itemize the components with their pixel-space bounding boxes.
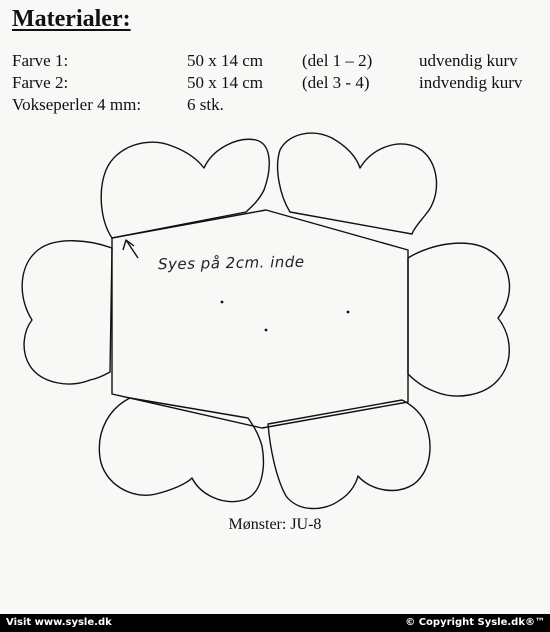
material-size: 6 stk. [187,95,224,114]
material-size: 50 x 14 cm [187,51,264,70]
bead-dot [221,301,224,304]
material-parts: (del 1 – 2) [302,51,373,70]
material-row [12,50,542,72]
footer-visit-link[interactable]: Visit www.sysle.dk [6,617,112,628]
material-row [12,72,542,94]
material-label: Vokseperler 4 mm: [12,95,142,114]
basket-center-panel [112,210,408,428]
footer-copyright: © Copyright Sysle.dk®™ [405,617,545,628]
material-row [12,94,542,116]
pattern-caption: Mønster: JU-8 [228,516,322,533]
material-use: udvendig kurv [419,51,518,70]
heart-bottom-right [268,400,430,509]
heart-left [22,241,112,384]
footer-bar [0,614,550,632]
material-parts: (del 3 - 4) [302,73,370,92]
arrow-line [126,240,138,258]
heart-top-right [278,133,437,234]
heart-top-left [101,139,269,238]
material-label: Farve 1: [12,51,69,70]
material-label: Farve 2: [12,73,69,92]
sewing-note: Syes på 2cm. inde [157,252,305,274]
material-use: indvendig kurv [419,73,523,92]
heart-bottom-left [99,398,263,502]
materials-heading: Materialer: [12,6,131,32]
materials-list [12,50,542,116]
bead-dot [265,329,268,332]
material-size: 50 x 14 cm [187,73,264,92]
bead-dot [347,311,350,314]
pattern-diagram [0,118,550,518]
heart-right [408,243,509,396]
